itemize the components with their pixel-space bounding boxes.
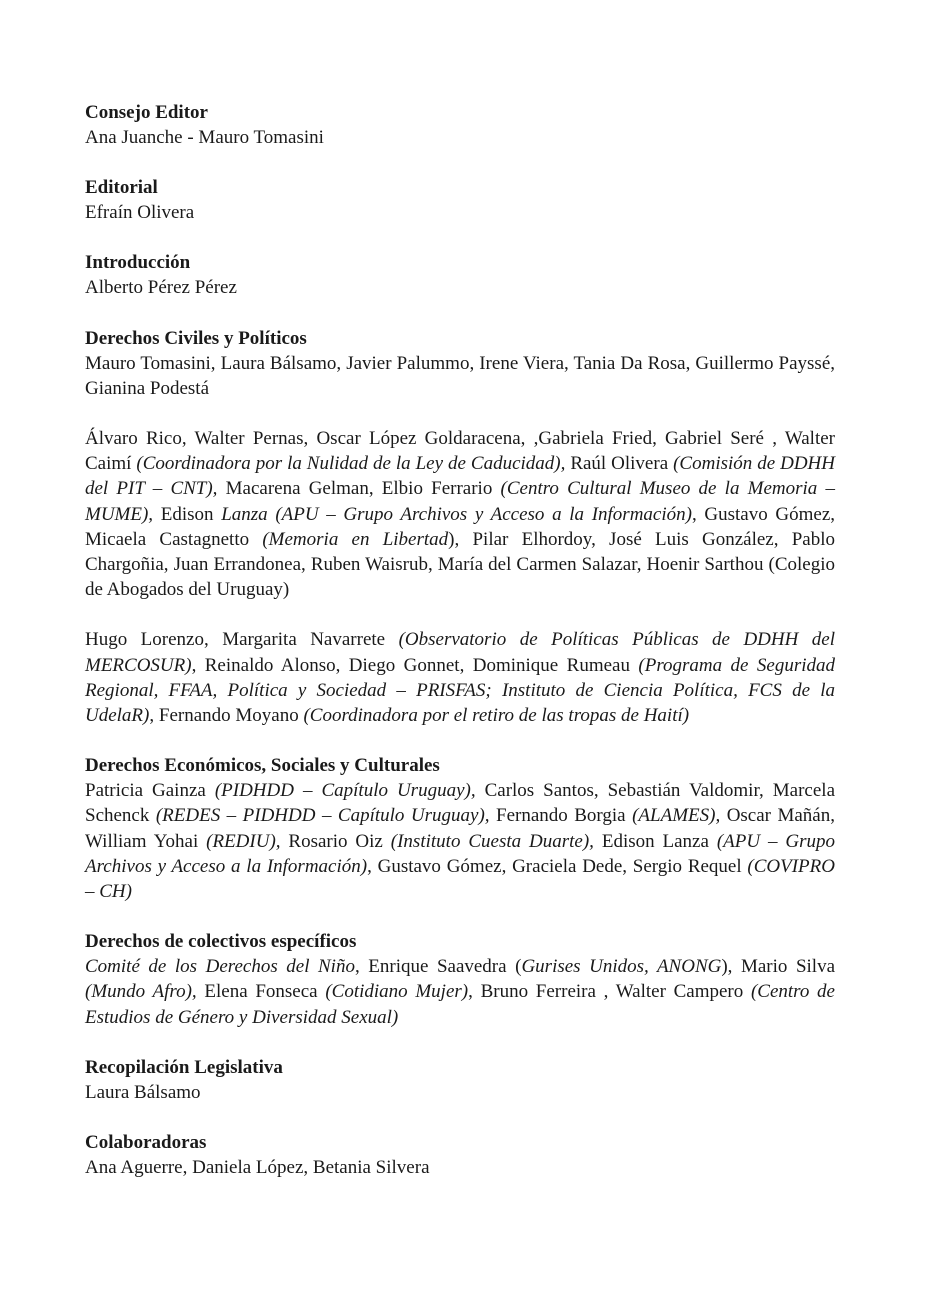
- name-text: , Enrique Saavedra (: [354, 956, 522, 978]
- name-text: Álvaro Rico, Walter Pernas, Oscar López Goldaracena, ,Gabriela Fried, Gabriel Seré , Walter Caimí: [85, 428, 835, 475]
- name-text: Patricia Gainza: [85, 780, 215, 802]
- section-heading: Recopilación Legislativa: [85, 1056, 283, 1078]
- section-names: Ana Aguerre, Daniela López, Betania Silvera: [85, 1157, 430, 1179]
- section-heading: Derechos Civiles y Políticos: [85, 327, 307, 349]
- name-text: Rosario Oiz: [280, 830, 391, 852]
- section-heading: Colaboradoras: [85, 1132, 207, 1154]
- affiliation-text: Gurises Unidos, ANONG: [521, 956, 722, 978]
- affiliation-text: (Observatorio de Políticas Públicas de DDHH del MERCOSUR): [85, 629, 835, 676]
- section-editorial: [85, 175, 835, 225]
- affiliation-text: (REDIU),: [206, 830, 281, 852]
- affiliation-text: Comité de los Derechos del Niño: [85, 956, 355, 978]
- affiliation-text: (Coordinadora por la Nulidad de la Ley de Caducidad),: [136, 453, 566, 475]
- section-consejo-editor: [85, 100, 835, 150]
- affiliation-text: (Instituto Cuesta Duarte),: [390, 830, 594, 852]
- affiliation-text: (APU – Grupo Archivos y Acceso a la Información): [85, 830, 836, 877]
- affiliation-text: (Centro Cultural Museo de la Memoria – MUME),: [85, 478, 836, 525]
- name-text: Raúl Olivera: [565, 453, 674, 475]
- contributors-paragraph: [85, 954, 835, 1030]
- section-derechos-civiles: [85, 326, 835, 729]
- contributors-paragraph: [85, 627, 835, 728]
- section-heading: Introducción: [85, 252, 191, 274]
- name-text: Elena Fonseca: [196, 981, 326, 1003]
- section-names: Laura Bálsamo: [85, 1081, 201, 1103]
- name-text: Macarena Gelman, Elbio Ferrario: [217, 478, 501, 500]
- affiliation-text: (Coordinadora por el retiro de las tropas de Haití): [303, 705, 690, 727]
- name-text: Oscar Mañán, William Yohai: [85, 805, 835, 852]
- affiliation-text: (Comisión de DDHH del PIT – CNT),: [85, 453, 835, 500]
- affiliation-text: Lanza (APU – Grupo Archivos y Acceso a la Información): [221, 503, 692, 525]
- name-text: ), Pilar Elhordoy, José Luis González, Pablo Chargoñia, Juan Errandonea, Ruben Waisrub, María del Carmen Salazar, Hoenir Sarthou (Colegio de Abogados del Uruguay): [85, 528, 835, 601]
- section-recopilacion: [85, 1055, 835, 1105]
- name-text: ), Mario Silva: [721, 956, 836, 978]
- affiliation-text: (PIDHDD – Capítulo Uruguay),: [214, 780, 476, 802]
- name-text: , Reinaldo Alonso, Diego Gonnet, Dominique Rumeau: [191, 654, 639, 676]
- affiliation-text: (ALAMES),: [632, 805, 721, 827]
- name-text: , Fernando Moyano: [149, 705, 304, 727]
- section-heading: Derechos Económicos, Sociales y Culturales: [85, 755, 440, 777]
- name-text: , Bruno Ferreira , Walter Campero: [468, 981, 751, 1003]
- section-heading: Consejo Editor: [85, 102, 208, 123]
- contributors-paragraph: [85, 426, 835, 602]
- name-text: Carlos Santos, Sebastián Valdomir, Marcela Schenck: [85, 780, 835, 827]
- affiliation-text: (Programa de Seguridad Regional, FFAA, Política y Sociedad – PRISFAS; Instituto de Ciencia Política, FCS de la UdelaR): [85, 654, 836, 727]
- section-introduccion: [85, 250, 835, 300]
- section-names: Alberto Pérez Pérez: [85, 277, 237, 299]
- name-text: Fernando Borgia: [489, 805, 633, 827]
- name-text: Edison: [153, 503, 222, 525]
- affiliation-text: (COVIPRO – CH): [85, 855, 835, 903]
- name-text: , Gustavo Gómez, Graciela Dede, Sergio Requel: [367, 855, 748, 877]
- name-text: , Gustavo Gómez, Micaela Castagnetto: [85, 503, 835, 550]
- name-text: Edison Lanza: [593, 830, 717, 852]
- section-derechos-desc: [85, 753, 835, 904]
- affiliation-text: (REDES – PIDHDD – Capítulo Uruguay),: [155, 805, 490, 827]
- section-derechos-colectivos: [85, 929, 835, 1030]
- affiliation-text: (Memoria en Libertad: [262, 528, 449, 550]
- credits-page: [85, 100, 835, 1205]
- affiliation-text: (Cotidiano Mujer): [325, 981, 469, 1003]
- section-heading: Derechos de colectivos específicos: [85, 931, 357, 953]
- section-heading: Editorial: [85, 177, 158, 199]
- section-names: Efraín Olivera: [85, 202, 195, 224]
- affiliation-text: (Centro de Estudios de Género y Diversidad Sexual): [85, 981, 835, 1028]
- section-names: Mauro Tomasini, Laura Bálsamo, Javier Palummo, Irene Viera, Tania Da Rosa, Guillermo Payssé, Gianina Podestá: [85, 352, 835, 399]
- section-names: Ana Juanche - Mauro Tomasini: [85, 127, 324, 148]
- contributors-paragraph: [85, 778, 835, 904]
- affiliation-text: (Mundo Afro),: [85, 981, 197, 1003]
- name-text: Hugo Lorenzo, Margarita Navarrete: [85, 629, 399, 651]
- section-colaboradoras: [85, 1130, 835, 1180]
